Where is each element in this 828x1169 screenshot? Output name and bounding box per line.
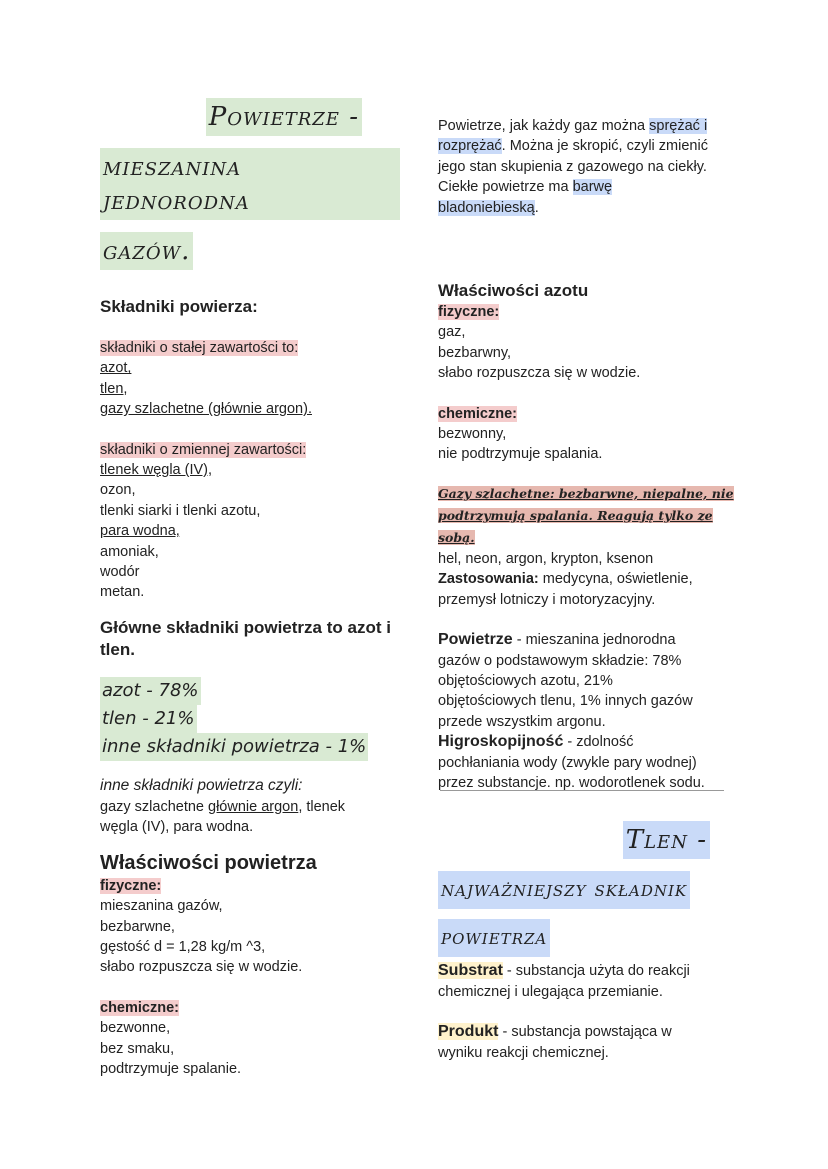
- n-chemical-label: chemiczne:: [438, 405, 517, 422]
- percent-item: inne składniki powietrza - 1%: [100, 733, 368, 761]
- substrate-definition: Substrat - substancja użyta do reakcji: [438, 962, 690, 980]
- noble-gases-note: [438, 483, 738, 549]
- n-physical-label: fizyczne:: [438, 304, 500, 321]
- uses-line: Zastosowania: medycyna, oświetlenie,: [438, 571, 693, 588]
- physical-label: fizyczne:: [100, 877, 162, 894]
- main-components-heading: [100, 617, 400, 661]
- product-definition: Produkt - substancja powstająca w: [438, 1023, 672, 1041]
- intro-text: jego stan skupienia z gazowego na ciekły.: [438, 158, 707, 175]
- left-column: [100, 98, 400, 1079]
- constant-item: gazy szlachetne (głównie argon).: [100, 401, 312, 418]
- intro-text: bladoniebieską.: [438, 199, 539, 216]
- oxygen-title-line-3: powietrza: [438, 919, 550, 957]
- constant-label: składniki o stałej zawartości to:: [100, 340, 299, 356]
- percent-list: [100, 677, 400, 761]
- oxygen-title-line-1: Tlen -: [623, 821, 710, 859]
- n-chemical-item: nie podtrzymuje spalania.: [438, 446, 603, 463]
- oxygen-title-line-1-wrap: [438, 821, 710, 859]
- section-divider: [440, 790, 724, 791]
- air-definition-line: przede wszystkim argonu.: [438, 713, 606, 730]
- oxygen-title-line-2: najważniejszy składnik: [438, 871, 690, 909]
- percent-item: tlen - 21%: [100, 705, 197, 733]
- physical-item: mieszanina gazów,: [100, 898, 223, 915]
- noble-note-line: podtrzymują spalania. Reagują tylko ze sobą.: [438, 507, 713, 545]
- hygroscopicity-definition: Higroskopijność - zdolność: [438, 733, 634, 751]
- variable-item: ozon,: [100, 482, 136, 499]
- uses-line-2: przemysł lotniczy i motoryzacyjny.: [438, 591, 656, 608]
- chemical-label: chemiczne:: [100, 999, 179, 1016]
- other-components-label: inne składniki powietrza czyli:: [100, 776, 303, 794]
- intro-text: Ciekłe powietrze ma barwę: [438, 179, 613, 196]
- n-physical-item: słabo rozpuszcza się w wodzie.: [438, 365, 641, 382]
- n-physical-item: gaz,: [438, 324, 466, 341]
- substrate-definition-line: chemicznej i ulegająca przemianie.: [438, 983, 663, 1000]
- chemical-item: bez smaku,: [100, 1040, 175, 1057]
- air-properties-heading: Właściwości powietrza: [100, 851, 317, 874]
- air-definition-line: gazów o podstawowym składzie: 78%: [438, 652, 682, 669]
- chemical-item: podtrzymuje spalanie.: [100, 1060, 242, 1077]
- percent-item: azot - 78%: [100, 677, 201, 705]
- title-line-1-wrap: [100, 98, 362, 136]
- air-definition: Powietrze - mieszanina jednorodna: [438, 631, 676, 649]
- chemical-item: bezwonne,: [100, 1020, 171, 1037]
- physical-item: bezbarwne,: [100, 918, 175, 935]
- page-title-line-2: mieszanina jednorodna: [100, 148, 400, 220]
- nitrogen-heading: Właściwości azotu: [438, 281, 589, 301]
- constant-item: azot,: [100, 360, 132, 377]
- variable-item: tlenki siarki i tlenki azotu,: [100, 502, 261, 519]
- variable-item: tlenek węgla (IV),: [100, 462, 213, 479]
- intro-text: rozprężać. Można je skropić, czyli zmienić: [438, 138, 708, 155]
- variable-item: wodór: [100, 564, 140, 581]
- n-physical-item: bezbarwny,: [438, 344, 512, 361]
- physical-item: gęstość d = 1,28 kg/m ^3,: [100, 938, 266, 955]
- right-column: [438, 116, 738, 1063]
- main-heading-line: tlen.: [100, 639, 135, 659]
- section-heading-components: Składniki powierza:: [100, 297, 258, 316]
- variable-label: składniki o zmiennej zawartości:: [100, 441, 307, 458]
- intro-text: Powietrze, jak każdy gaz można sprężać i: [438, 118, 708, 134]
- title-line-2-wrap: [100, 148, 400, 220]
- page-title-line-1: Powietrze -: [206, 98, 362, 136]
- title-line-3-wrap: [100, 232, 400, 270]
- hygroscopicity-line: pochłaniania wody (zwykle pary wodnej): [438, 754, 697, 771]
- physical-item: słabo rozpuszcza się w wodzie.: [100, 959, 303, 976]
- main-heading-line: Główne składniki powietrza to azot i: [100, 617, 391, 637]
- variable-item: para wodna,: [100, 523, 180, 540]
- other-components-text-2: węgla (IV), para wodna.: [100, 819, 254, 836]
- oxygen-title-line-3-wrap: [438, 919, 738, 957]
- variable-item: metan.: [100, 584, 145, 601]
- product-definition-line: wyniku reakcji chemicznej.: [438, 1044, 609, 1061]
- constant-item: tlen,: [100, 380, 128, 397]
- hygroscopicity-line: przez substancje. np. wodorotlenek sodu.: [438, 774, 705, 791]
- oxygen-title-line-2-wrap: [438, 871, 738, 909]
- noble-note-line: Gazy szlachetne: bezbarwne, niepalne, nie: [438, 485, 734, 501]
- air-definition-line: objętościowych azotu, 21%: [438, 672, 613, 689]
- n-chemical-item: bezwonny,: [438, 426, 507, 443]
- air-definition-line: objętościowych tlenu, 1% innych gazów: [438, 693, 693, 710]
- page-title-line-3: gazów.: [100, 232, 193, 270]
- variable-item: amoniak,: [100, 543, 159, 560]
- other-components-text: gazy szlachetne głównie argon, tlenek: [100, 798, 346, 815]
- noble-gases-list: hel, neon, argon, krypton, ksenon: [438, 550, 654, 567]
